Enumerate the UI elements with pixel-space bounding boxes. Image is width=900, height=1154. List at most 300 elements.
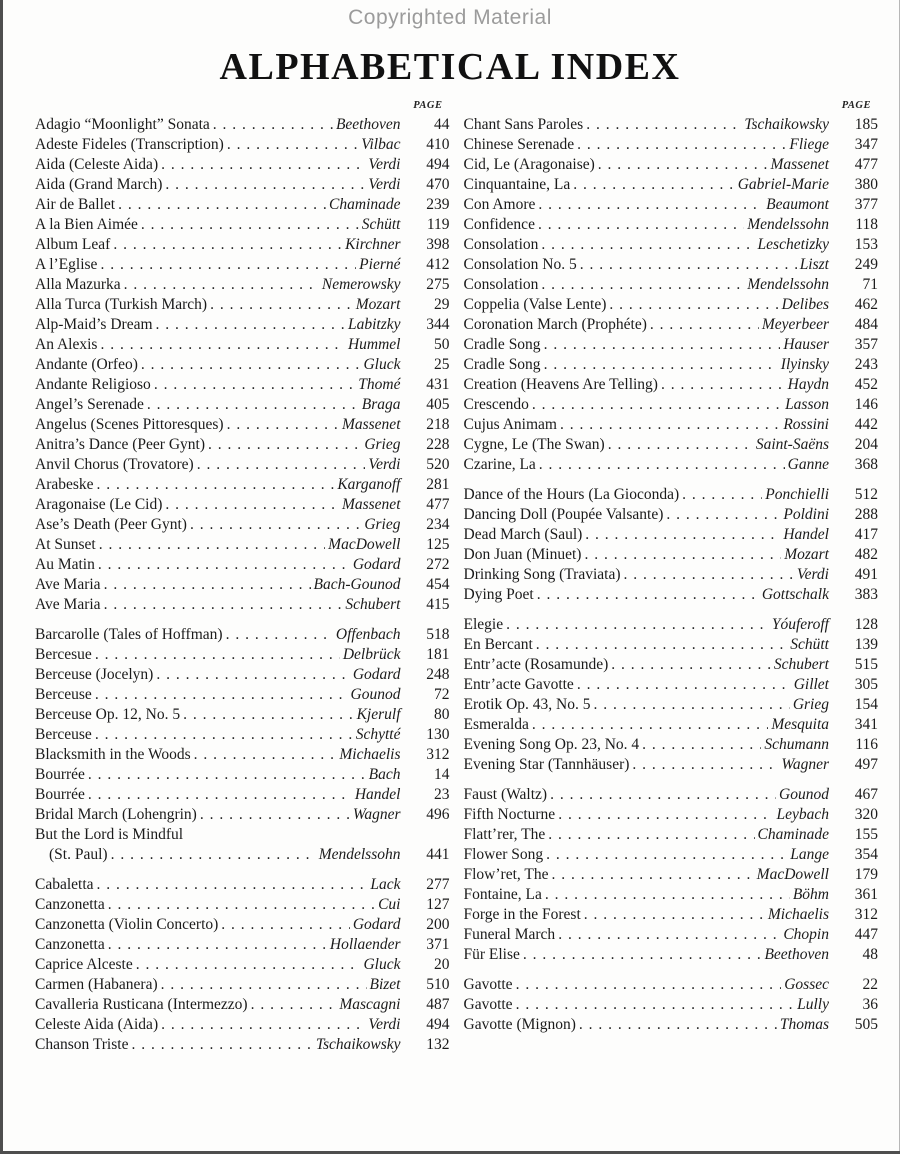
- index-entry: [35, 935, 450, 955]
- dot-leader: [506, 615, 769, 635]
- entry-title: Chanson Triste: [35, 1036, 129, 1053]
- entry-page: 405: [426, 396, 450, 413]
- entry-title: Bercesue: [35, 646, 92, 663]
- entry-composer: Tschaikowsky: [315, 1036, 401, 1053]
- dot-leader: [98, 555, 350, 575]
- entry-page: 200: [426, 916, 450, 933]
- dot-leader: [536, 635, 787, 655]
- index-section: [464, 975, 879, 1035]
- dot-leader: [190, 515, 361, 535]
- dot-leader: [551, 865, 753, 885]
- entry-title: Caprice Alceste: [35, 956, 133, 973]
- dot-leader: [88, 785, 352, 805]
- entry-composer: Mozart: [784, 546, 829, 563]
- index-entry: [464, 565, 879, 585]
- entry-title: Andante (Orfeo): [35, 356, 138, 373]
- entry-composer: Liszt: [799, 256, 829, 273]
- entry-page: 71: [862, 276, 878, 293]
- entry-page: 25: [434, 356, 450, 373]
- index-right-sections: [464, 115, 879, 1035]
- entry-title: Andante Religioso: [35, 376, 151, 393]
- entry-composer: Chopin: [783, 926, 829, 943]
- entry-title: Bridal March (Lohengrin): [35, 806, 197, 823]
- entry-title: Crescendo: [463, 396, 529, 413]
- entry-composer: Hollaender: [329, 936, 401, 953]
- dot-leader: [682, 485, 762, 505]
- index-entry: [35, 375, 450, 395]
- index-entry: [35, 685, 450, 705]
- dot-leader: [100, 255, 356, 275]
- index-entry: [464, 825, 879, 845]
- entry-composer: Handel: [783, 526, 829, 543]
- index-entry: [35, 665, 450, 685]
- index-entry: [464, 335, 879, 355]
- index-entry: [35, 705, 450, 725]
- entry-title: Ase’s Death (Peer Gynt): [35, 516, 187, 533]
- entry-composer: Ganne: [787, 456, 829, 473]
- dot-leader: [161, 155, 365, 175]
- entry-page: 482: [854, 546, 878, 563]
- index-entry: [35, 235, 450, 255]
- entry-composer: Thomas: [779, 1016, 829, 1033]
- index-entry: [464, 785, 879, 805]
- entry-title: Cavalleria Rusticana (Intermezzo): [35, 996, 248, 1013]
- scan-edge-left: [0, 0, 3, 1154]
- entry-title: Fifth Nocturne: [463, 806, 556, 823]
- entry-composer: Schütt: [361, 216, 401, 233]
- entry-page: 20: [434, 956, 450, 973]
- index-entry: [464, 235, 879, 255]
- entry-page: 218: [426, 416, 450, 433]
- entry-title: Angelus (Scenes Pittoresques): [35, 416, 224, 433]
- entry-composer: Verdi: [368, 456, 401, 473]
- index-entry: [464, 175, 879, 195]
- dot-leader: [516, 975, 782, 995]
- entry-composer: Poldini: [783, 506, 829, 523]
- entry-composer: Nemerowsky: [321, 276, 401, 293]
- entry-title: (St. Paul): [49, 846, 108, 863]
- index-entry: [35, 295, 450, 315]
- entry-title: Adeste Fideles (Transcription): [35, 136, 224, 153]
- entry-title: Cradle Song: [463, 356, 541, 373]
- entry-page: 505: [854, 1016, 878, 1033]
- entry-page: 146: [854, 396, 878, 413]
- index-entry: [464, 395, 879, 415]
- entry-composer: Verdi: [368, 156, 401, 173]
- index-entry: [464, 485, 879, 505]
- index-entry: [464, 1015, 879, 1035]
- entry-page: 454: [426, 576, 450, 593]
- dot-leader: [609, 295, 778, 315]
- index-entry: [464, 295, 879, 315]
- index-entry: [464, 695, 879, 715]
- entry-composer: Godard: [352, 916, 401, 933]
- dot-leader: [95, 725, 353, 745]
- entry-composer: Godard: [352, 556, 401, 573]
- entry-title: Faust (Waltz): [463, 786, 548, 803]
- entry-page: 447: [854, 926, 878, 943]
- entry-title: Entr’acte (Rosamunde): [463, 656, 609, 673]
- entry-title: Carmen (Habanera): [35, 976, 158, 993]
- index-section: [35, 625, 450, 865]
- dot-leader: [251, 995, 337, 1015]
- index-entry: [35, 575, 450, 595]
- entry-page: 518: [426, 626, 450, 643]
- entry-title: Bourrée: [35, 786, 85, 803]
- entry-composer: MacDowell: [328, 536, 401, 553]
- entry-page: 484: [854, 316, 878, 333]
- index-section: [464, 615, 879, 775]
- entry-composer: Delibes: [781, 296, 829, 313]
- entry-title: En Bercant: [463, 636, 533, 653]
- index-entry: [464, 215, 879, 235]
- entry-page: 341: [854, 716, 878, 733]
- index-entry: [464, 525, 879, 545]
- dot-leader: [99, 535, 325, 555]
- dot-leader: [208, 435, 361, 455]
- entry-composer: Massenet: [770, 156, 829, 173]
- dot-leader: [573, 175, 734, 195]
- entry-page: 491: [854, 566, 878, 583]
- entry-page: 494: [426, 156, 450, 173]
- entry-composer: Lasson: [785, 396, 829, 413]
- entry-page: 442: [854, 416, 878, 433]
- index-entry: [35, 535, 450, 555]
- index-entry: [464, 655, 879, 675]
- entry-composer: Gossec: [784, 976, 829, 993]
- entry-composer: Schytté: [355, 726, 401, 743]
- entry-composer: Beethoven: [335, 116, 401, 133]
- entry-composer: Offenbach: [335, 626, 401, 643]
- index-body: [0, 100, 900, 1055]
- entry-title: Don Juan (Minuet): [463, 546, 582, 563]
- entry-page: 272: [426, 556, 450, 573]
- entry-composer: MacDowell: [756, 866, 829, 883]
- entry-page: 80: [434, 706, 450, 723]
- entry-page: 125: [426, 536, 450, 553]
- dot-leader: [577, 135, 786, 155]
- entry-title: Aragonaise (Le Cid): [35, 496, 163, 513]
- index-entry: [464, 195, 879, 215]
- dot-leader: [558, 805, 773, 825]
- entry-composer: Godard: [352, 666, 401, 683]
- entry-page: 116: [855, 736, 878, 753]
- dot-leader: [580, 255, 797, 275]
- index-entry: [35, 785, 450, 805]
- index-entry: [464, 505, 879, 525]
- dot-leader: [577, 675, 791, 695]
- dot-leader: [95, 645, 340, 665]
- entry-title: Anitra’s Dance (Peer Gynt): [35, 436, 206, 453]
- entry-page: 477: [854, 156, 878, 173]
- dot-leader: [104, 595, 343, 615]
- index-entry: [464, 865, 879, 885]
- entry-page: 288: [854, 506, 878, 523]
- entry-page: 249: [854, 256, 878, 273]
- entry-composer: Ilyinsky: [780, 356, 829, 373]
- dot-leader: [161, 975, 367, 995]
- entry-page: 239: [426, 196, 450, 213]
- entry-composer: Mendelssohn: [318, 846, 401, 863]
- index-entry: [35, 955, 450, 975]
- dot-leader: [650, 315, 759, 335]
- entry-composer: Handel: [354, 786, 401, 803]
- entry-composer: Verdi: [368, 176, 401, 193]
- entry-title: Flower Song: [463, 846, 544, 863]
- index-left-column: [35, 100, 450, 1055]
- dot-leader: [585, 525, 780, 545]
- index-entry: [35, 595, 450, 615]
- entry-title: Aida (Grand March): [35, 176, 163, 193]
- entry-page: 14: [434, 766, 450, 783]
- entry-page: 22: [862, 976, 878, 993]
- entry-page: 277: [426, 876, 450, 893]
- dot-leader: [541, 275, 744, 295]
- entry-title: Berceuse: [35, 726, 92, 743]
- entry-page: 412: [426, 256, 450, 273]
- entry-title: Evening Star (Tannhäuser): [463, 756, 630, 773]
- entry-title: Canzonetta: [35, 936, 105, 953]
- entry-page: 119: [426, 216, 450, 233]
- index-entry: [35, 645, 450, 665]
- dot-leader: [579, 1015, 777, 1035]
- index-entry: [35, 1035, 450, 1055]
- index-entry: [35, 435, 450, 455]
- dot-leader: [221, 915, 350, 935]
- entry-page: 431: [426, 376, 450, 393]
- entry-title: Entr’acte Gavotte: [463, 676, 574, 693]
- dot-leader: [560, 415, 780, 435]
- entry-composer: Tschaikowsky: [744, 116, 829, 133]
- dot-leader: [88, 765, 366, 785]
- dot-leader: [523, 945, 762, 965]
- entry-page: 510: [426, 976, 450, 993]
- entry-composer: Gounod: [350, 686, 401, 703]
- dot-leader: [200, 805, 350, 825]
- entry-composer: Saint-Saëns: [755, 436, 829, 453]
- dot-leader: [113, 235, 342, 255]
- index-entry: [35, 335, 450, 355]
- page-column-label-right: PAGE: [841, 100, 871, 111]
- entry-title: Alp-Maid’s Dream: [35, 316, 153, 333]
- dot-leader: [550, 785, 776, 805]
- entry-title: Gavotte: [463, 996, 513, 1013]
- index-entry: [464, 905, 879, 925]
- entry-composer: Verdi: [368, 1016, 401, 1033]
- index-entry: [35, 275, 450, 295]
- dot-leader: [111, 845, 316, 865]
- index-entry: [35, 555, 450, 575]
- entry-title: Flatt’rer, The: [463, 826, 546, 843]
- dot-leader: [538, 215, 744, 235]
- dot-leader: [661, 375, 785, 395]
- dot-leader: [545, 885, 790, 905]
- dot-leader: [165, 175, 365, 195]
- entry-title: Canzonetta (Violin Concerto): [35, 916, 219, 933]
- index-entry: [464, 315, 879, 335]
- entry-page: 320: [854, 806, 878, 823]
- entry-page: 139: [854, 636, 878, 653]
- entry-title: Drinking Song (Traviata): [463, 566, 621, 583]
- dot-leader: [541, 235, 754, 255]
- entry-title: Berceuse Op. 12, No. 5: [35, 706, 181, 723]
- dot-leader: [165, 495, 339, 515]
- dot-leader: [156, 665, 349, 685]
- entry-page: 361: [854, 886, 878, 903]
- entry-title: Cujus Animam: [463, 416, 557, 433]
- entry-page: 368: [854, 456, 878, 473]
- index-entry: [35, 415, 450, 435]
- index-entry: [464, 755, 879, 775]
- entry-title: Coppelia (Valse Lente): [463, 296, 607, 313]
- entry-title: Confidence: [463, 216, 535, 233]
- entry-page: 128: [854, 616, 878, 633]
- entry-composer: Gluck: [363, 356, 401, 373]
- entry-page: 228: [426, 436, 450, 453]
- entry-composer: Bach: [368, 766, 401, 783]
- entry-title: Cradle Song: [463, 336, 541, 353]
- dot-leader: [154, 375, 355, 395]
- dot-leader: [104, 575, 311, 595]
- entry-page: 441: [426, 846, 450, 863]
- dot-leader: [183, 705, 354, 725]
- entry-page: 380: [854, 176, 878, 193]
- index-entry: [35, 895, 450, 915]
- entry-composer: Beethoven: [764, 946, 829, 963]
- entry-composer: Beaumont: [766, 196, 829, 213]
- entry-page: 127: [426, 896, 450, 913]
- index-entry: [35, 255, 450, 275]
- entry-composer: Massenet: [341, 496, 401, 513]
- entry-title: Anvil Chorus (Trovatore): [35, 456, 194, 473]
- dot-leader: [194, 745, 337, 765]
- dot-leader: [584, 905, 765, 925]
- entry-title: Adagio “Moonlight” Sonata: [35, 116, 210, 133]
- dot-leader: [539, 455, 785, 475]
- entry-title: Canzonetta: [35, 896, 105, 913]
- entry-title: Consolation: [463, 236, 539, 253]
- entry-title: Czarine, La: [463, 456, 536, 473]
- index-entry: [35, 975, 450, 995]
- dot-leader: [197, 455, 366, 475]
- index-entry: [464, 945, 879, 965]
- entry-page: 515: [854, 656, 878, 673]
- index-entry: [35, 155, 450, 175]
- entry-page: 44: [434, 116, 450, 133]
- dot-leader: [544, 355, 778, 375]
- dot-leader: [548, 825, 754, 845]
- entry-composer: Kjerulf: [356, 706, 401, 723]
- entry-composer: Schütt: [790, 636, 829, 653]
- entry-page: 377: [854, 196, 878, 213]
- entry-composer: Michaelis: [339, 746, 401, 763]
- entry-title: Forge in the Forest: [463, 906, 581, 923]
- entry-title: Evening Song Op. 23, No. 4: [463, 736, 640, 753]
- entry-composer: Vilbac: [361, 136, 401, 153]
- entry-title: A la Bien Aimée: [35, 216, 138, 233]
- entry-page: 467: [854, 786, 878, 803]
- entry-page: 452: [854, 376, 878, 393]
- entry-page: 305: [854, 676, 878, 693]
- entry-composer: Massenet: [341, 416, 401, 433]
- entry-title: Blacksmith in the Woods: [35, 746, 191, 763]
- entry-page: 344: [426, 316, 450, 333]
- entry-page: 371: [426, 936, 450, 953]
- index-entry: [35, 495, 450, 515]
- entry-composer: Grieg: [364, 436, 401, 453]
- index-entry: [35, 215, 450, 235]
- dot-leader: [538, 195, 763, 215]
- index-entry: [464, 885, 879, 905]
- entry-composer: Hummel: [347, 336, 401, 353]
- entry-composer: Grieg: [364, 516, 401, 533]
- dot-leader: [532, 715, 768, 735]
- entry-composer: Meyerbeer: [761, 316, 829, 333]
- index-entry: [35, 175, 450, 195]
- index-section: [35, 875, 450, 1055]
- entry-title: Für Elise: [463, 946, 520, 963]
- entry-title: Elegie: [463, 616, 504, 633]
- entry-title: Aida (Celeste Aida): [35, 156, 159, 173]
- index-entry: [464, 255, 879, 275]
- entry-page: 50: [434, 336, 450, 353]
- dot-leader: [624, 565, 794, 585]
- index-entry: [464, 375, 879, 395]
- dot-leader: [97, 875, 368, 895]
- index-entry: [35, 725, 450, 745]
- dot-leader: [108, 935, 327, 955]
- entry-title: Gavotte: [463, 976, 513, 993]
- entry-title: Bourrée: [35, 766, 85, 783]
- entry-title: Chinese Serenade: [463, 136, 575, 153]
- entry-composer: Böhm: [792, 886, 829, 903]
- index-entry: [464, 275, 879, 295]
- entry-page: 497: [854, 756, 878, 773]
- entry-page: 415: [426, 596, 450, 613]
- index-entry: [464, 455, 879, 475]
- index-left-sections: [35, 115, 450, 1055]
- entry-composer: Thomé: [358, 376, 401, 393]
- entry-page: 185: [854, 116, 878, 133]
- entry-page: 118: [855, 216, 878, 233]
- index-entry: [464, 805, 879, 825]
- dot-leader: [97, 475, 335, 495]
- entry-title: Con Amore: [463, 196, 536, 213]
- index-entry: [35, 765, 450, 785]
- entry-title: Fontaine, La: [463, 886, 542, 903]
- entry-composer: Leschetizky: [757, 236, 829, 253]
- entry-title: Ave Maria: [35, 576, 101, 593]
- entry-composer: Leybach: [776, 806, 829, 823]
- entry-composer: Schubert: [773, 656, 829, 673]
- entry-composer: Labitzky: [347, 316, 401, 333]
- dot-leader: [537, 585, 759, 605]
- dot-leader: [141, 215, 359, 235]
- index-section: [464, 785, 879, 965]
- dot-leader: [586, 115, 741, 135]
- dot-leader: [161, 1015, 365, 1035]
- entry-composer: Schubert: [345, 596, 401, 613]
- entry-page: 29: [434, 296, 450, 313]
- dot-leader: [95, 685, 348, 705]
- entry-composer: Bizet: [369, 976, 401, 993]
- entry-title: Erotik Op. 43, No. 5: [463, 696, 591, 713]
- dot-leader: [213, 115, 333, 135]
- entry-title: Barcarolle (Tales of Hoffman): [35, 626, 223, 643]
- entry-composer: Ponchielli: [765, 486, 829, 503]
- entry-title: Arabeske: [35, 476, 94, 493]
- index-section: [464, 485, 879, 605]
